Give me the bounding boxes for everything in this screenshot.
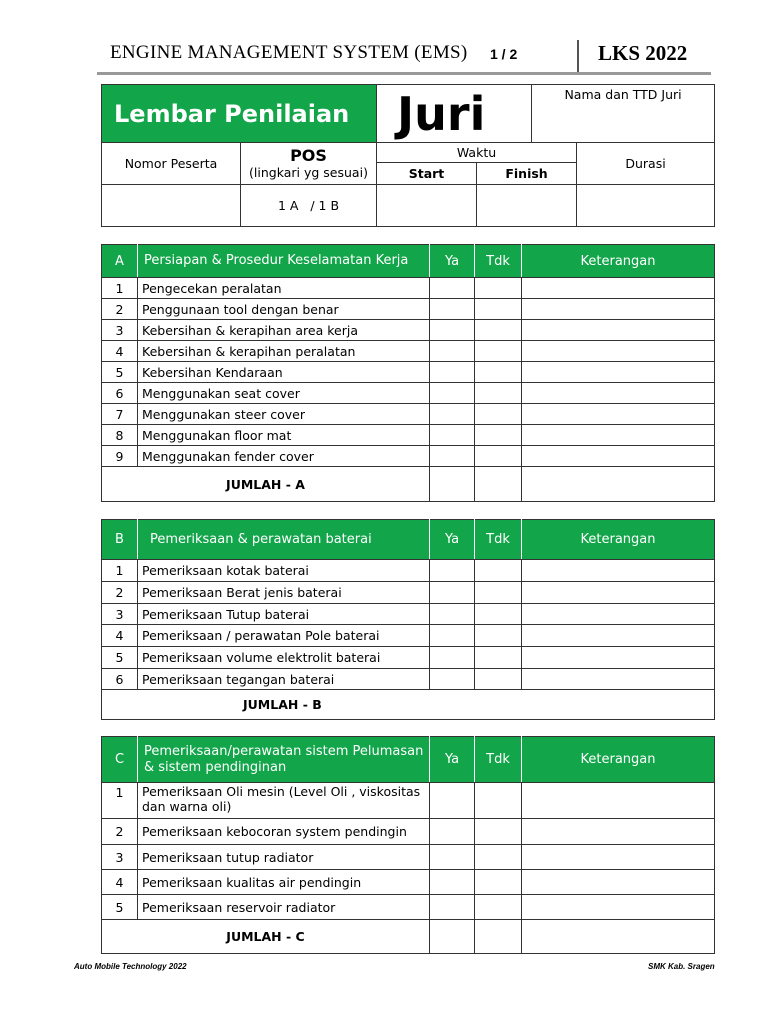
yes-cell[interactable] [430,582,475,604]
section-title: Pemeriksaan & perawatan baterai [138,520,430,560]
row-item: Pemeriksaan Oli mesin (Level Oli , viskositas dan warna oli) [138,783,430,819]
row-item: Penggunaan tool dengan benar [138,299,430,320]
row-item: Menggunakan fender cover [138,446,430,467]
table-row [102,299,715,320]
no-cell[interactable] [475,383,522,404]
row-item: Menggunakan seat cover [138,383,430,404]
no-cell[interactable] [475,299,522,320]
row-item: Kebersihan & kerapihan area kerja [138,320,430,341]
table-row [102,783,715,819]
col-yes: Ya [430,737,475,783]
no-cell[interactable] [475,625,522,647]
duration-field[interactable] [577,185,715,227]
yes-cell[interactable] [430,895,475,920]
finish-label: Finish [477,163,577,185]
table-row [102,669,715,690]
row-number: 9 [102,446,138,467]
col-yes: Ya [430,245,475,278]
col-note: Keterangan [522,520,715,560]
note-cell[interactable] [522,647,715,669]
table-row [102,895,715,920]
total-no-cell[interactable] [475,920,522,954]
no-cell[interactable] [475,582,522,604]
footer-right: SMK Kab. Sragen [648,962,715,971]
note-cell[interactable] [522,560,715,582]
note-cell[interactable] [522,341,715,362]
participant-label: Nomor Peserta [102,143,241,185]
table-row [102,425,715,446]
no-cell[interactable] [475,819,522,845]
table-row [102,320,715,341]
pos-options[interactable]: 1 A / 1 B [241,185,377,227]
no-cell[interactable] [475,870,522,895]
yes-cell[interactable] [430,320,475,341]
table-row [102,582,715,604]
row-item: Kebersihan Kendaraan [138,362,430,383]
start-label: Start [377,163,477,185]
row-item: Pemeriksaan reservoir radiator [138,895,430,920]
footer-left: Auto Mobile Technology 2022 [74,962,187,971]
header-divider [577,40,579,74]
row-item: Pemeriksaan Berat jenis baterai [138,582,430,604]
note-cell[interactable] [522,845,715,870]
row-item: Menggunakan steer cover [138,404,430,425]
yes-cell[interactable] [430,604,475,625]
row-item: Pemeriksaan volume elektrolit baterai [138,647,430,669]
pos-cell [241,143,377,185]
row-item: Pemeriksaan kualitas air pendingin [138,870,430,895]
row-number: 1 [102,783,138,819]
note-cell[interactable] [522,278,715,299]
section-title: Persiapan & Prosedur Keselamatan Kerja [138,245,430,278]
no-cell[interactable] [475,446,522,467]
total-yes-cell[interactable] [430,920,475,954]
no-cell[interactable] [475,604,522,625]
yes-cell[interactable] [430,783,475,819]
note-cell[interactable] [522,870,715,895]
row-number: 1 [102,560,138,582]
no-cell[interactable] [475,845,522,870]
yes-cell[interactable] [430,383,475,404]
no-cell[interactable] [475,404,522,425]
row-number: 1 [102,278,138,299]
note-cell[interactable] [522,404,715,425]
row-item: Pemeriksaan tegangan baterai [138,669,430,690]
table-row [102,278,715,299]
row-number: 7 [102,404,138,425]
yes-cell[interactable] [430,560,475,582]
pos-note: (lingkari yg sesuai) [249,164,368,180]
table-row [102,362,715,383]
yes-cell[interactable] [430,299,475,320]
table-row [102,604,715,625]
table-row [102,819,715,845]
yes-cell[interactable] [430,341,475,362]
note-cell[interactable] [522,299,715,320]
row-number: 2 [102,819,138,845]
row-item: Pemeriksaan tutup radiator [138,845,430,870]
no-cell[interactable] [475,647,522,669]
note-cell[interactable] [522,446,715,467]
table-row [102,341,715,362]
row-item: Menggunakan floor mat [138,425,430,446]
participant-number-field[interactable] [102,185,241,227]
row-number: 2 [102,582,138,604]
no-cell[interactable] [475,341,522,362]
assessment-title: Lembar Penilaian [102,85,377,143]
table-row [102,625,715,647]
table-row [102,560,715,582]
section-a-table [101,244,715,502]
no-cell[interactable] [475,560,522,582]
total-label: JUMLAH - B [102,690,715,720]
table-row [102,446,715,467]
row-item: Kebersihan & kerapihan peralatan [138,341,430,362]
judge-sign-label: Nama dan TTD Juri [532,85,715,143]
note-cell[interactable] [522,604,715,625]
note-cell[interactable] [522,425,715,446]
section-b-table [101,519,715,720]
no-cell[interactable] [475,783,522,819]
start-field[interactable] [377,185,477,227]
total-label: JUMLAH - A [102,467,430,502]
note-cell[interactable] [522,362,715,383]
table-row [102,870,715,895]
row-number: 6 [102,669,138,690]
yes-cell[interactable] [430,870,475,895]
row-number: 4 [102,341,138,362]
yes-cell[interactable] [430,647,475,669]
note-cell[interactable] [522,783,715,819]
pos-label: POS [290,145,327,165]
note-cell[interactable] [522,819,715,845]
yes-cell[interactable] [430,819,475,845]
col-yes: Ya [430,520,475,560]
note-cell[interactable] [522,582,715,604]
no-cell[interactable] [475,278,522,299]
document-title: ENGINE MANAGEMENT SYSTEM (EMS) [110,42,468,63]
row-number: 4 [102,625,138,647]
row-number: 5 [102,895,138,920]
table-row [102,647,715,669]
note-cell[interactable] [522,895,715,920]
time-label: Waktu [377,143,577,163]
section-title: Pemeriksaan/perawatan sistem Pelumasan & sistem pendinginan [138,737,430,783]
page-number: 1 / 2 [490,46,518,62]
col-note: Keterangan [522,737,715,783]
section-code: C [102,737,138,783]
yes-cell[interactable] [430,625,475,647]
yes-cell[interactable] [430,669,475,690]
row-item: Pemeriksaan kotak baterai [138,560,430,582]
no-cell[interactable] [475,895,522,920]
yes-cell[interactable] [430,845,475,870]
total-row [102,920,715,954]
section-code: B [102,520,138,560]
row-number: 2 [102,299,138,320]
row-item: Pemeriksaan kebocoran system pendingin [138,819,430,845]
row-item: Pemeriksaan / perawatan Pole baterai [138,625,430,647]
total-note-cell[interactable] [522,467,715,502]
total-row [102,690,715,720]
total-note-cell[interactable] [522,920,715,954]
row-number: 3 [102,320,138,341]
note-cell[interactable] [522,383,715,404]
note-cell[interactable] [522,625,715,647]
col-note: Keterangan [522,245,715,278]
header-rule [97,72,711,75]
col-no: Tdk [475,245,522,278]
row-number: 3 [102,845,138,870]
note-cell[interactable] [522,669,715,690]
col-no: Tdk [475,737,522,783]
row-item: Pemeriksaan Tutup baterai [138,604,430,625]
row-number: 6 [102,383,138,404]
total-label: JUMLAH - C [102,920,430,954]
row-number: 5 [102,362,138,383]
section-c-table [101,736,715,954]
row-number: 8 [102,425,138,446]
table-row [102,383,715,404]
yes-cell[interactable] [430,362,475,383]
yes-cell[interactable] [430,425,475,446]
yes-cell[interactable] [430,446,475,467]
no-cell[interactable] [475,669,522,690]
info-table [101,84,715,227]
row-number: 4 [102,870,138,895]
total-yes-cell[interactable] [430,467,475,502]
duration-label: Durasi [577,143,715,185]
note-cell[interactable] [522,320,715,341]
section-code: A [102,245,138,278]
yes-cell[interactable] [430,404,475,425]
event-name: LKS 2022 [598,41,688,65]
row-number: 3 [102,604,138,625]
judge-label: Juri [377,85,532,143]
table-row [102,404,715,425]
row-number: 5 [102,647,138,669]
no-cell[interactable] [475,320,522,341]
total-row [102,467,715,502]
no-cell[interactable] [475,425,522,446]
row-item: Pengecekan peralatan [138,278,430,299]
table-row [102,845,715,870]
yes-cell[interactable] [430,278,475,299]
finish-field[interactable] [477,185,577,227]
no-cell[interactable] [475,362,522,383]
col-no: Tdk [475,520,522,560]
total-no-cell[interactable] [475,467,522,502]
